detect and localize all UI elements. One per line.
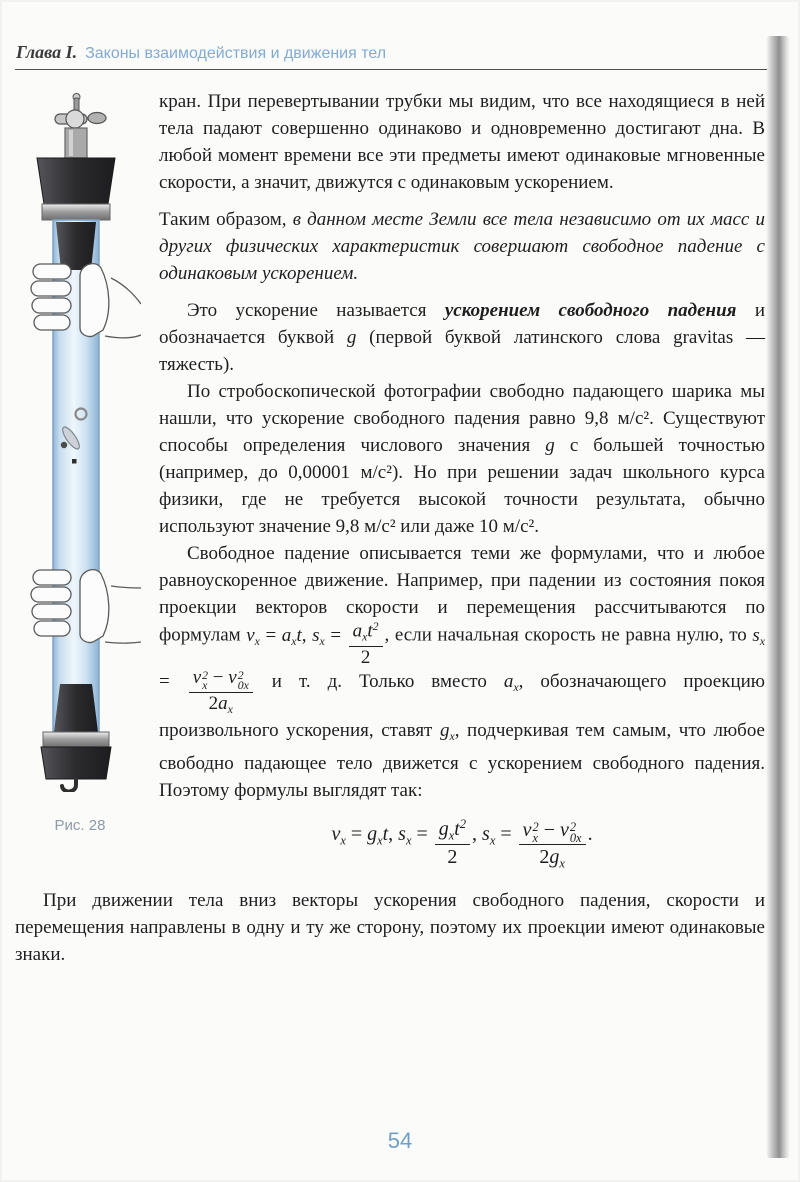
figure-caption: Рис. 28 xyxy=(54,817,106,834)
stopcock-valve-icon xyxy=(55,94,106,159)
chapter-label: Глава I. xyxy=(16,42,78,62)
text-run: и т. д. Только вместо xyxy=(254,671,504,693)
bottom-inner-plug xyxy=(54,684,98,732)
hook-icon xyxy=(62,779,76,792)
text-run: Таким образом, xyxy=(159,209,293,230)
top-inner-plug xyxy=(56,222,96,270)
text-run: кран. При перевертывании трубки мы видим, что все находящиеся в ней тела падают совершенно одинаково и одновременно достигают дна. В любой момент времени все эти предметы имеют одинаковые мгновенные скорости, а значит, движутся с одинаковым ускорением. xyxy=(159,91,765,193)
math-symbol-g: g xyxy=(545,435,555,456)
fraction: $\frac{a_xt^2}{2}$ xyxy=(347,621,385,668)
text-run: (первой буквой латинского слова gravitas — тяжесть). xyxy=(159,327,765,375)
upper-hand xyxy=(31,264,141,338)
inline-symbol-ax: $a_x$ xyxy=(503,671,519,695)
page-number: 54 xyxy=(387,1128,413,1153)
chapter-header xyxy=(16,42,766,63)
inline-formula-sx: $s_x$ = v 2 x − v 2 0x $2a_x$ xyxy=(159,624,766,717)
bottom-stopper xyxy=(41,732,111,792)
fraction: v 2 x − v 2 0x $2a_x$ xyxy=(187,668,255,717)
fraction: $\frac{g_xt^2}{2}$ xyxy=(433,818,472,868)
text-run: с большей точностью (например, до 0,00001 м/с²). Но при решении задач школьного курса физики, где не требуется высокой точности результата, обычно используют значение 9,8 м/с² или даже 10 м/с². xyxy=(159,435,765,537)
text-run: Это ускорение называется xyxy=(187,300,445,321)
fraction: v 2 x − v 2 0x $2g_x$ xyxy=(517,819,588,872)
text-run: и обозначается буквой xyxy=(159,300,765,348)
text-run: , если начальная скорость не равна нулю, то xyxy=(384,624,753,646)
text-run: По стробоскопической фотографии свободно падающего шарика мы нашли, что ускорение свободного падения равно 9,8 м/с². Существуют способы определения числового значения xyxy=(159,381,765,456)
emphasized-text: в данном месте Земли все тела независимо от их масс и других физических характеристик совершают свободное падение с одинаковым ускорением. xyxy=(159,209,765,284)
header-rule xyxy=(15,69,767,70)
newtons-tube-illustration xyxy=(15,92,141,792)
inline-symbol-gx: $g_x$ xyxy=(439,720,455,744)
chapter-title: Законы взаимодействия и движения тел xyxy=(85,45,387,62)
lower-hand xyxy=(31,570,141,644)
paragraph-downward-motion xyxy=(15,887,765,968)
term-free-fall-acceleration: ускорением свободного падения xyxy=(444,300,737,321)
top-stopper xyxy=(37,158,115,220)
display-formula: $v_x = g_xt$, $s_x$ = $\frac{g_xt^2}{2}$ , $s_x$ = v 2 x − v 2 0x $2g_x$ . xyxy=(331,817,593,871)
math-symbol-g: g xyxy=(346,327,357,348)
text-run: При движении тела вниз векторы ускорения свободного падения, скорости и перемещения направлены в одну и ту же сторону, поэтому их проекции имеют одинаковые знаки. xyxy=(15,890,765,966)
paragraph-conclusion xyxy=(55,206,765,287)
figure-newtons-tube xyxy=(15,92,145,854)
main-text-column xyxy=(15,88,765,968)
inline-formula-vx: $v_x = a_xt$, $s_x$ = $\frac{a_xt^2}{2}$ xyxy=(246,625,384,646)
text-run: , обозначающего проекцию произвольного ускорения, ставят xyxy=(159,671,765,742)
page-edge-shadow xyxy=(766,36,790,1158)
text-run: Свободное падение описывается теми же формулами, что и любое равноускоренное движение. Например, при падении из состояния покоя проекции векторов скорости и перемещения рассчитываются по формулам xyxy=(159,543,765,646)
text-run: , подчеркивая тем самым, что любое свободно падающее тело движется с ускорением свободного падения. Поэтому формулы выглядят так: xyxy=(159,720,765,802)
